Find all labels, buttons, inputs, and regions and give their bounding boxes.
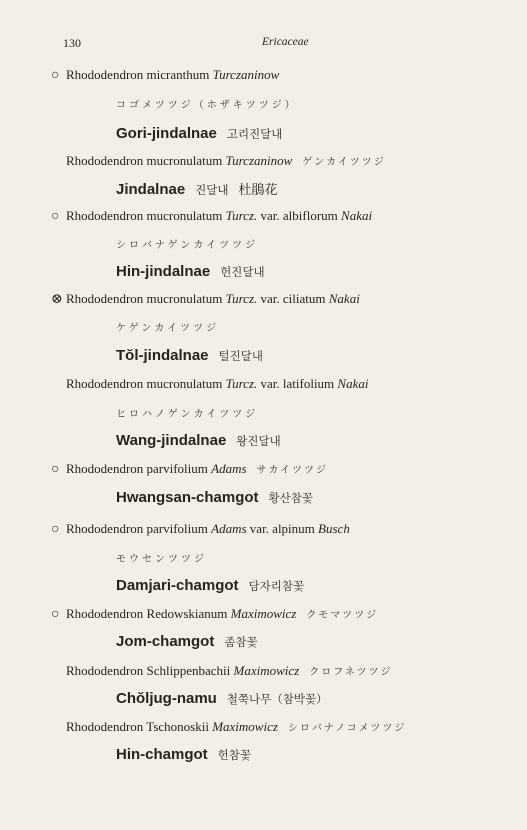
korean-romanized: Damjari-chamgot [116, 577, 239, 594]
species-author: Turczaninow [225, 153, 293, 168]
species-author: Adams [211, 461, 247, 476]
circle-mark-icon: ○ [51, 209, 60, 224]
circle-mark-icon: ○ [51, 607, 60, 622]
korean-name-line [116, 124, 282, 144]
variety-author: Busch [318, 521, 350, 536]
species-name: Rhododendron Schlippenbachii [66, 663, 231, 678]
variety-author: Nakai [328, 291, 360, 306]
korean-name-line [116, 262, 265, 282]
species-line [51, 520, 350, 538]
japanese-name: モウセンツツジ [116, 554, 207, 565]
korean-name-line [116, 689, 328, 709]
species-author: Maximowicz [230, 606, 297, 621]
japanese-name: ケゲンカイツツジ [116, 323, 220, 334]
species-line [66, 152, 386, 171]
species-author: Adams [211, 521, 247, 536]
species-name: Rhododendron Redowskianum [66, 606, 228, 621]
japanese-name: シロバナノコメツツジ [287, 723, 407, 734]
species-author: Turcz. [225, 291, 258, 306]
korean-hangul: 담자리참꽃 [248, 579, 305, 593]
crossed-circle-mark-icon: ⊗ [51, 292, 63, 307]
species-line [51, 207, 372, 225]
korean-hangul: 진달내 [195, 183, 229, 197]
species-name: Rhododendron mucronulatum [66, 208, 223, 223]
species-name: Rhododendron mucronulatum [66, 153, 223, 168]
korean-romanized: Chŏljug-namu [116, 690, 217, 707]
circle-mark-icon: ○ [51, 522, 60, 537]
japanese-name: クモマツツジ [306, 610, 379, 621]
korean-name-line [116, 346, 263, 366]
species-line [66, 375, 368, 392]
species-author: Maximowicz [212, 719, 278, 734]
species-line [51, 460, 328, 479]
korean-hangul: 헌진달내 [220, 265, 265, 279]
korean-hangul: 왕진달내 [236, 434, 281, 448]
circle-mark-icon: ○ [51, 68, 60, 83]
korean-romanized: Hin-jindalnae [116, 263, 211, 280]
variety-name: var. albiflorum [260, 208, 338, 223]
korean-romanized: Jindalnae [116, 181, 186, 198]
species-line [51, 290, 360, 308]
korean-hangul: 헌참꽃 [217, 748, 251, 762]
korean-romanized: Hwangsan-chamgot [116, 489, 259, 506]
korean-romanized: Hin-chamgot [116, 746, 208, 763]
variety-name: var. latifolium [260, 376, 335, 391]
species-name: Rhododendron parvifolium [66, 461, 208, 476]
species-line [51, 66, 279, 84]
japanese-name: シロバナゲンカイツツジ [116, 240, 259, 251]
variety-author: Nakai [337, 376, 369, 391]
korean-hangul: 황산참꽃 [268, 491, 313, 505]
species-name: Rhododendron mucronulatum [66, 291, 223, 306]
running-header [0, 36, 527, 52]
korean-romanized: Jom-chamgot [116, 633, 215, 650]
korean-romanized: Wang-jindalnae [116, 432, 227, 449]
species-name: Rhododendron parvifolium [66, 521, 208, 536]
japanese-name: クロフネツツジ [309, 667, 393, 678]
korean-hangul: 좀참꽃 [224, 635, 258, 649]
korean-name-line [116, 632, 258, 652]
species-author: Turczaninow [212, 67, 280, 82]
korean-name-line [116, 488, 313, 508]
japanese-name: サカイツツジ [256, 465, 329, 476]
species-author: Turcz. [225, 208, 258, 223]
japanese-name: ヒロハノゲンカイツツジ [116, 409, 259, 420]
species-name: Rhododendron Tschonoskii [66, 719, 209, 734]
species-name: Rhododendron mucronulatum [66, 376, 223, 391]
species-name: Rhododendron micranthum [66, 67, 210, 82]
running-title: Ericaceae [262, 36, 309, 48]
japanese-name: ゲンカイツツジ [302, 157, 386, 168]
korean-name-line [116, 431, 281, 451]
variety-name: var. alpinum [249, 521, 315, 536]
korean-romanized: Tŏl-jindalnae [116, 347, 209, 364]
korean-name-line [116, 745, 251, 765]
variety-name: var. ciliatum [260, 291, 326, 306]
korean-name-line [116, 180, 278, 200]
species-line [66, 662, 393, 681]
japanese-name: コゴメツツジ（ホザキツツジ） [116, 100, 298, 111]
variety-author: Nakai [341, 208, 373, 223]
species-author: Turcz. [225, 376, 258, 391]
korean-name-line [116, 576, 304, 596]
korean-hangul: 철쭉나무（참박꽃） [226, 692, 328, 706]
page-number: 130 [63, 36, 81, 50]
korean-romanized: Gori-jindalnae [116, 125, 217, 142]
species-author: Maximowicz [233, 663, 300, 678]
korean-hangul: 고리진달내 [226, 127, 283, 141]
circle-mark-icon: ○ [51, 462, 60, 477]
chinese-name: 杜鵑花 [238, 183, 278, 198]
species-line [51, 605, 378, 624]
korean-hangul: 털진달내 [218, 349, 263, 363]
species-line [66, 718, 406, 737]
